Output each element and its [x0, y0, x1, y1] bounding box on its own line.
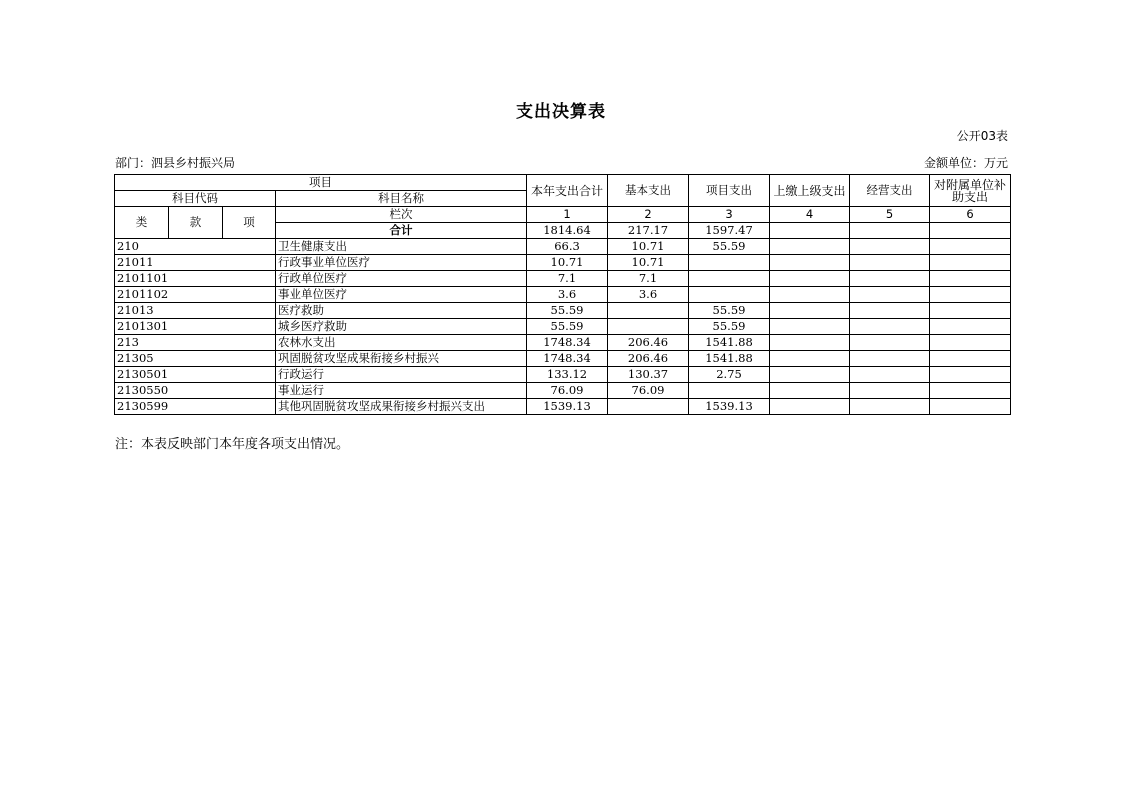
subject-name: 农林水支出 [276, 335, 527, 351]
table-row [115, 319, 1011, 335]
basic-value: 206.46 [608, 335, 689, 351]
project-value: 55.59 [689, 303, 770, 319]
basic-value [608, 399, 689, 415]
page-title: 支出决算表 [516, 102, 606, 122]
basic-value [608, 319, 689, 335]
empty-cell [850, 239, 930, 255]
subject-code: 210 [115, 239, 276, 255]
table-row [115, 351, 1011, 367]
basic-value: 76.09 [608, 383, 689, 399]
department-label: 部门：泗县乡村振兴局 [115, 156, 236, 170]
empty-cell [930, 223, 1011, 239]
empty-cell [770, 367, 850, 383]
empty-cell [930, 399, 1011, 415]
empty-cell [930, 271, 1011, 287]
expenditure-table [114, 174, 1011, 415]
project-value: 1597.47 [689, 223, 770, 239]
empty-cell [770, 351, 850, 367]
empty-cell [850, 223, 930, 239]
empty-cell [850, 303, 930, 319]
table-row [115, 271, 1011, 287]
empty-cell [930, 239, 1011, 255]
project-value: 1541.88 [689, 351, 770, 367]
table-row [115, 335, 1011, 351]
project-value: 55.59 [689, 319, 770, 335]
empty-cell [770, 287, 850, 303]
subject-code: 21013 [115, 303, 276, 319]
total-value: 55.59 [527, 319, 608, 335]
empty-cell [850, 367, 930, 383]
subject-name: 事业单位医疗 [276, 287, 527, 303]
total-value: 133.12 [527, 367, 608, 383]
total-value: 1748.34 [527, 351, 608, 367]
empty-cell [770, 239, 850, 255]
total-value: 1539.13 [527, 399, 608, 415]
project-value: 2.75 [689, 367, 770, 383]
col-number-3: 3 [689, 207, 770, 223]
empty-cell [770, 399, 850, 415]
table-row [115, 399, 1011, 415]
total-value: 10.71 [527, 255, 608, 271]
subject-name: 行政运行 [276, 367, 527, 383]
col-number-5: 5 [850, 207, 930, 223]
table-row [115, 367, 1011, 383]
empty-cell [770, 223, 850, 239]
total-value: 55.59 [527, 303, 608, 319]
empty-cell [770, 383, 850, 399]
empty-cell [930, 367, 1011, 383]
total-label: 合计 [276, 223, 527, 239]
table-row [115, 255, 1011, 271]
header-row-1 [115, 175, 1011, 191]
amount-unit-label: 金额单位：万元 [923, 156, 1008, 170]
subject-name: 城乡医疗救助 [276, 319, 527, 335]
subject-name: 卫生健康支出 [276, 239, 527, 255]
header-col-project: 项目支出 [689, 175, 770, 207]
total-value: 1748.34 [527, 335, 608, 351]
col-number-2: 2 [608, 207, 689, 223]
subject-code: 2101301 [115, 319, 276, 335]
header-lei: 类 [115, 207, 169, 239]
col-number-4: 4 [770, 207, 850, 223]
header-name: 科目名称 [276, 191, 527, 207]
subject-code: 21305 [115, 351, 276, 367]
empty-cell [850, 271, 930, 287]
header-col-operating: 经营支出 [850, 175, 930, 207]
basic-value: 3.6 [608, 287, 689, 303]
table-note: 注：本表反映部门本年度各项支出情况。 [115, 437, 350, 452]
form-number: 公开03表 [956, 129, 1008, 143]
empty-cell [850, 255, 930, 271]
subject-code: 2101102 [115, 287, 276, 303]
basic-value: 206.46 [608, 351, 689, 367]
empty-cell [770, 319, 850, 335]
project-value [689, 255, 770, 271]
project-value: 55.59 [689, 239, 770, 255]
subject-name: 医疗救助 [276, 303, 527, 319]
subject-code: 213 [115, 335, 276, 351]
header-col-subsidiary: 对附属单位补助支出 [930, 175, 1011, 207]
header-kuan: 款 [169, 207, 223, 239]
project-value [689, 287, 770, 303]
empty-cell [850, 287, 930, 303]
total-value: 76.09 [527, 383, 608, 399]
total-value: 1814.64 [527, 223, 608, 239]
subject-name: 其他巩固脱贫攻坚成果衔接乡村振兴支出 [276, 399, 527, 415]
empty-cell [850, 335, 930, 351]
col-number-1: 1 [527, 207, 608, 223]
header-code-group: 科目代码 [115, 191, 276, 207]
subject-code: 21011 [115, 255, 276, 271]
project-value [689, 271, 770, 287]
subject-name: 行政单位医疗 [276, 271, 527, 287]
basic-value: 7.1 [608, 271, 689, 287]
empty-cell [850, 351, 930, 367]
empty-cell [930, 255, 1011, 271]
empty-cell [850, 319, 930, 335]
empty-cell [770, 335, 850, 351]
col-number-6: 6 [930, 207, 1011, 223]
empty-cell [770, 271, 850, 287]
project-value: 1539.13 [689, 399, 770, 415]
project-value [689, 383, 770, 399]
total-value: 7.1 [527, 271, 608, 287]
header-row-3 [115, 207, 1011, 223]
subject-code: 2130550 [115, 383, 276, 399]
empty-cell [930, 319, 1011, 335]
basic-value: 10.71 [608, 239, 689, 255]
subject-name: 巩固脱贫攻坚成果衔接乡村振兴 [276, 351, 527, 367]
header-col-basic: 基本支出 [608, 175, 689, 207]
header-col-remit-upper: 上缴上级支出 [770, 175, 850, 207]
subject-code: 2130599 [115, 399, 276, 415]
empty-cell [930, 287, 1011, 303]
empty-cell [930, 335, 1011, 351]
basic-value [608, 303, 689, 319]
header-col-total: 本年支出合计 [527, 175, 608, 207]
basic-value: 217.17 [608, 223, 689, 239]
empty-cell [850, 399, 930, 415]
total-value: 3.6 [527, 287, 608, 303]
table-row [115, 383, 1011, 399]
subject-code: 2101101 [115, 271, 276, 287]
empty-cell [930, 303, 1011, 319]
empty-cell [930, 383, 1011, 399]
subject-code: 2130501 [115, 367, 276, 383]
basic-value: 130.37 [608, 367, 689, 383]
header-xiang: 项 [223, 207, 276, 239]
table-row [115, 287, 1011, 303]
header-project: 项目 [115, 175, 527, 191]
table-row [115, 239, 1011, 255]
empty-cell [850, 383, 930, 399]
subject-name: 事业运行 [276, 383, 527, 399]
basic-value: 10.71 [608, 255, 689, 271]
subject-name: 行政事业单位医疗 [276, 255, 527, 271]
data-rows [115, 239, 1011, 415]
empty-cell [770, 303, 850, 319]
empty-cell [770, 255, 850, 271]
empty-cell [930, 351, 1011, 367]
header-lanci: 栏次 [276, 207, 527, 223]
project-value: 1541.88 [689, 335, 770, 351]
total-value: 66.3 [527, 239, 608, 255]
table-row [115, 303, 1011, 319]
